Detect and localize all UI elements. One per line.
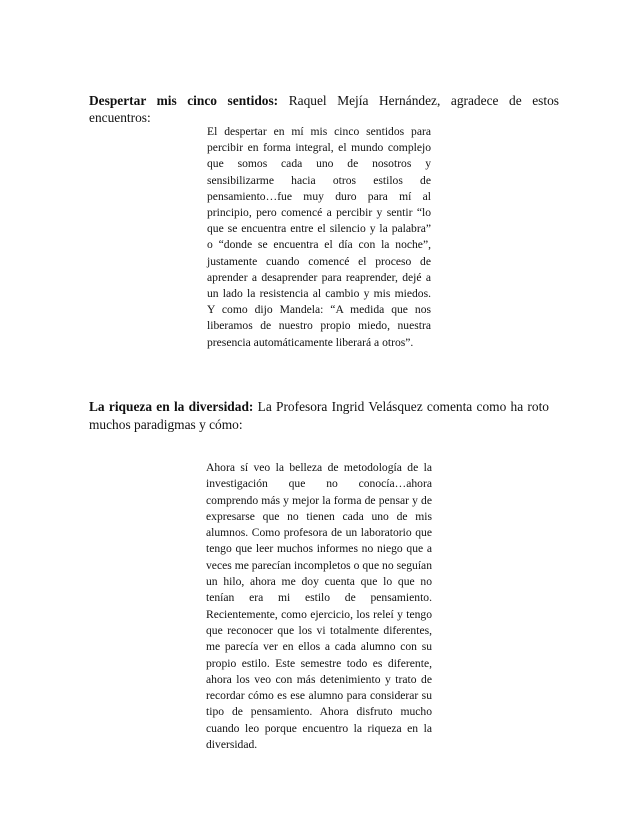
quote-block-senses: El despertar en mí mis cinco sentidos para percibir en forma integral, el mundo complejo que somos cada uno de nosotros y sensibilizarme hacia otros estilos de pensamiento…fue muy duro para mí al principio, pero comencé a percibir y sentir “lo que se encuentra entre el silencio y la palabra” o “donde se encuentra el día con la noche”, justamente cuando comencé el proceso de aprender a desaprender para reaprender, dejé a un lado la resistencia al cambio y mis miedos. Y como dijo Mandela: “A medida que nos liberamos de nuestro propio miedo, nuestra presencia automáticamente liberará a otros”. [207, 125, 431, 349]
section-heading-text: Raquel Mejía Hernández, agradece de estos encuentros: [89, 93, 559, 125]
section-heading-text: La Profesora Ingrid Velásquez comenta como ha roto muchos paradigmas y cómo: [89, 399, 550, 432]
section-heading-bold: La riqueza en la diversidad: [89, 399, 254, 414]
section-heading-senses [89, 92, 559, 126]
quote-block-diversity: Ahora sí veo la belleza de metodología de la investigación que no conocía…ahora comprendo más y mejor la forma de pensar y de expresarse que no tienen cada uno de mis alumnos. Como profesora de un laboratorio que tengo que leer muchos informes no niego que a veces me parecían incompletos o que no seguían un hilo, ahora me doy cuenta que lo que no tenían era mi estilo de pensamiento. Recientemente, como ejercicio, los releí y tengo que reconocer que los vi totalmente diferentes, me parecía ver en ellos a cada alumno con su propio estilo. Este semestre todo es diferente, ahora los veo con más detenimiento y trato de recordar cómo es ese alumno para considerar su tipo de pensamiento. Ahora disfruto mucho cuando leo porque encuentro la riqueza en la diversidad. [206, 461, 432, 752]
section-heading-bold: Despertar mis cinco sentidos: [89, 93, 279, 108]
section-heading-diversity [89, 398, 549, 433]
